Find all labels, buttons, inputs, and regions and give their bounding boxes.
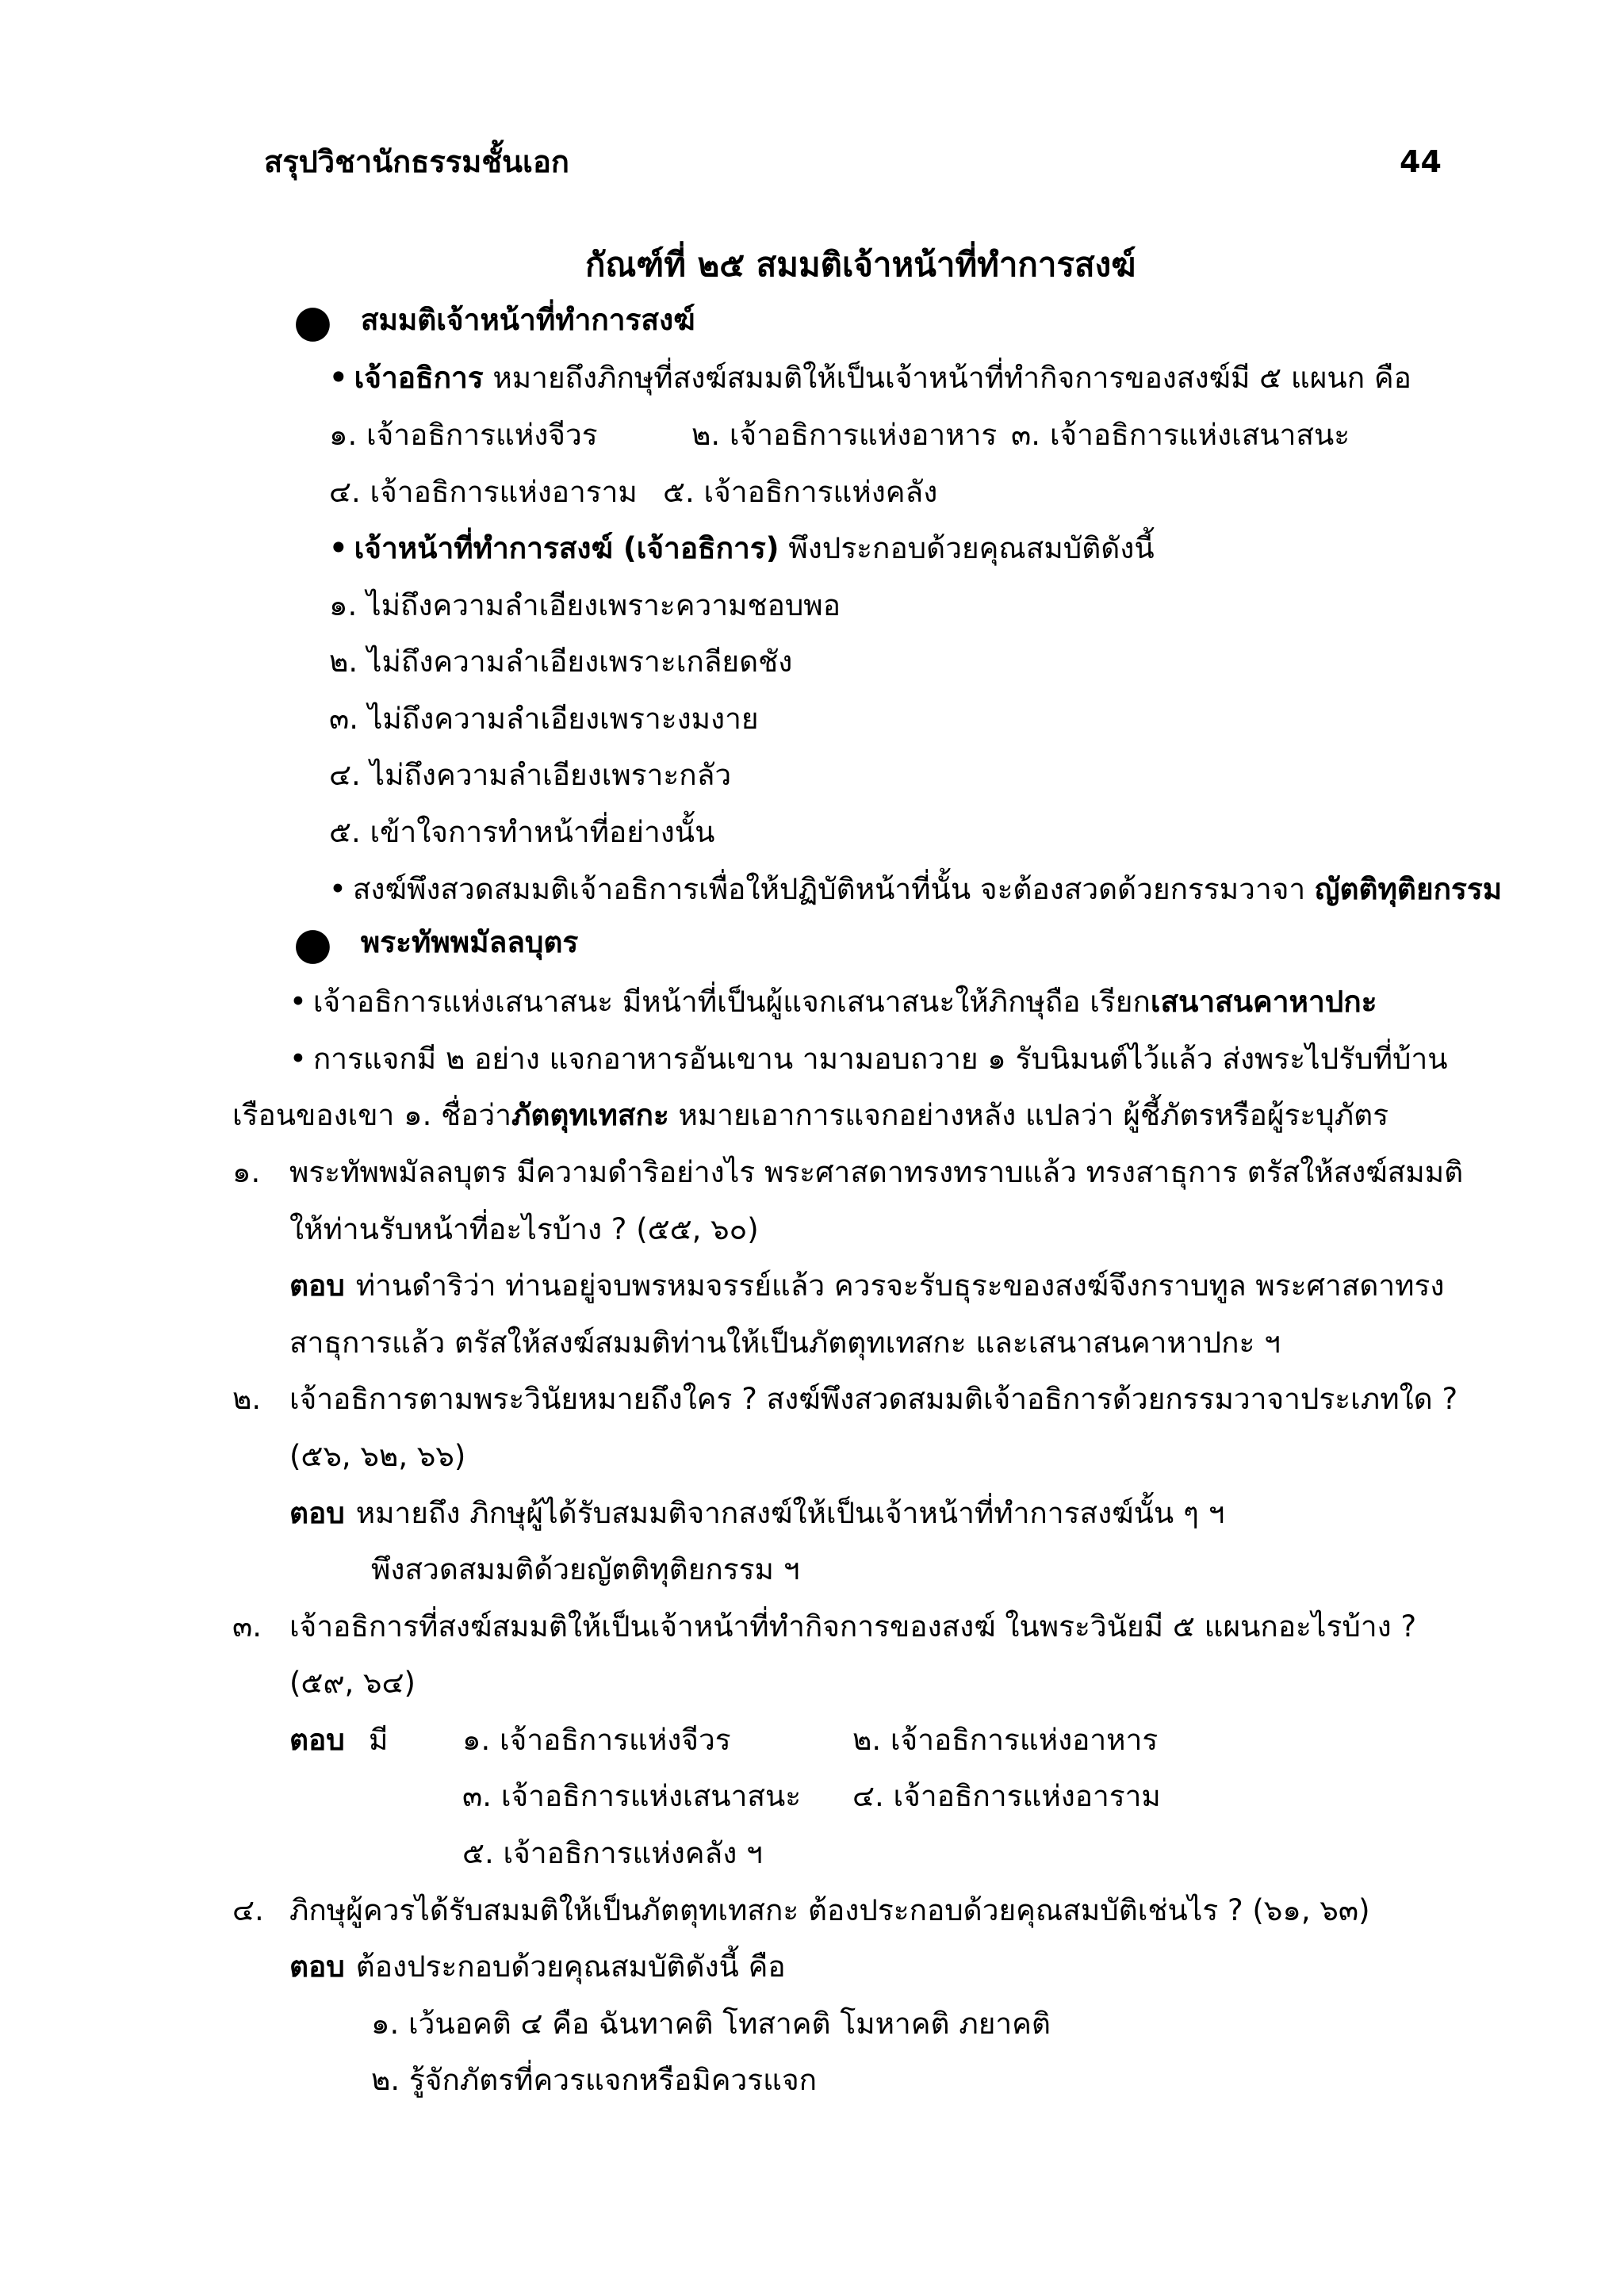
division-item: ๑. เจ้าอธิการแห่งจีวร [329, 418, 598, 452]
answer-text: พึงสวดสมมติด้วยญัตติทุติยกรรม ฯ [371, 1552, 800, 1586]
qualification-item: ๑. ไม่ถึงความลำเอียงเพราะความชอบพอ [329, 588, 841, 622]
question-text: ภิกษุผู้ควรได้รับสมมติให้เป็นภัตตุทเทสกะ ต้องประกอบด้วยคุณสมบัติเช่นไร ? (๖๑, ๖๓) [289, 1893, 1370, 1927]
bullet-icon: • [329, 361, 348, 395]
bullet-icon: ● [293, 295, 332, 347]
division-item: ๔. เจ้าอธิการแห่งอาราม [329, 475, 638, 509]
bullet-icon: • [289, 1042, 307, 1076]
question-number: ๑. [232, 1155, 261, 1189]
answer-line: ตอบ ท่านดำริว่า ท่านอยู่จบพรหมจรรย์แล้ว ควรจะรับธุระของสงฆ์จึงกราบทูล พระศาสดาทรง [289, 1269, 1445, 1303]
answer-label: ตอบ [289, 1496, 345, 1530]
definition-line: • เจ้าอธิการ หมายถึงภิกษุที่สงฆ์สมมติให้เป็นเจ้าหน้าที่ทำกิจการของสงฆ์มี ๕ แผนก คือ [329, 361, 1411, 395]
answer-text: สาธุการแล้ว ตรัสให้สงฆ์สมมติท่านให้เป็นภัตตุทเทสกะ และเสนาสนคาหาปกะ ฯ [289, 1326, 1281, 1360]
question-text: (๕๖, ๖๒, ๖๖) [289, 1439, 466, 1473]
division-item: ๒. เจ้าอธิการแห่งอาหาร [691, 418, 998, 452]
question-text: เจ้าอธิการตามพระวินัยหมายถึงใคร ? สงฆ์พึงสวดสมมติเจ้าอธิการด้วยกรรมวาจาประเภทใด ? [289, 1382, 1458, 1416]
answer-item: ๑. เจ้าอธิการแห่งจีวร [462, 1723, 731, 1757]
division-item: ๓. เจ้าอธิการแห่งเสนาสนะ [1011, 418, 1350, 452]
answer-line: ตอบ ต้องประกอบด้วยคุณสมบัติดังนี้ คือ [289, 1950, 786, 1984]
header-title: สรุปวิชานักธรรมชั้นเอก [264, 144, 569, 179]
section2-bullet-1: • เจ้าอธิการแห่งเสนาสนะ มีหน้าที่เป็นผู้แจกเสนาสนะให้ภิกษุถือ เรียกเสนาสนคาหาปกะ [289, 985, 1377, 1019]
question-text: พระทัพพมัลลบุตร มีความดำริอย่างไร พระศาสดาทรงทราบแล้ว ทรงสาธุการ ตรัสให้สงฆ์สมมติ [289, 1155, 1464, 1189]
section2-bullet-2-cont: เรือนของเขา ๑. ชื่อว่าภัตตุทเทสกะ หมายเอาการแจกอย่างหลัง แปลว่า ผู้ชี้ภัตรหรือผู้ระบุภัตร [232, 1098, 1389, 1132]
question-text: ให้ท่านรับหน้าที่อะไรบ้าง ? (๕๕, ๖๐) [289, 1212, 759, 1246]
question-text: (๕๙, ๖๔) [289, 1666, 416, 1700]
page-number: 44 [1400, 144, 1442, 179]
answer-label: ตอบ [289, 1269, 345, 1303]
question-number: ๒. [232, 1382, 262, 1416]
qualification-item: ๕. เข้าใจการทำหน้าที่อย่างนั้น [329, 815, 715, 849]
answer-label: ตอบ [289, 1723, 345, 1757]
chapter-title: กัณฑ์ที่ ๒๕ สมมติเจ้าหน้าที่ทำการสงฆ์ [585, 245, 1136, 284]
bullet-icon: • [289, 985, 307, 1019]
bullet-icon: • [329, 872, 347, 906]
chanting-note: • สงฆ์พึงสวดสมมติเจ้าอธิการเพื่อให้ปฏิบัติหน้าที่นั้น จะต้องสวดด้วยกรรมวาจา ญัตติทุติยกรรม [329, 872, 1503, 906]
answer-item: ๕. เจ้าอธิการแห่งคลัง ฯ [462, 1836, 763, 1870]
answer-item: ๓. เจ้าอธิการแห่งเสนาสนะ [462, 1779, 802, 1813]
section1-heading: ● สมมติเจ้าหน้าที่ทำการสงฆ์ [293, 295, 695, 347]
question-text: เจ้าอธิการที่สงฆ์สมมติให้เป็นเจ้าหน้าที่ทำกิจการของสงฆ์ ในพระวินัยมี ๕ แผนกอะไรบ้าง ? [289, 1609, 1417, 1644]
question-number: ๔. [232, 1893, 264, 1927]
qualification-item: ๒. ไม่ถึงความลำเอียงเพราะเกลียดชัง [329, 645, 793, 679]
bullet-icon: ● [293, 917, 332, 970]
bullet-icon: • [329, 531, 348, 565]
answer-item: ๒. เจ้าอธิการแห่งอาหาร [852, 1723, 1159, 1757]
qualification-item: ๔. ไม่ถึงความลำเอียงเพราะกลัว [329, 758, 732, 792]
answer-item: ๑. เว้นอคติ ๔ คือ ฉันทาคติ โทสาคติ โมหาคติ ภยาคติ [371, 2007, 1051, 2041]
qualification-item: ๓. ไม่ถึงความลำเอียงเพราะงมงาย [329, 702, 759, 736]
answer-prefix: มี [369, 1723, 389, 1757]
answer-item: ๔. เจ้าอธิการแห่งอาราม [852, 1779, 1161, 1813]
section2-bullet-2: • การแจกมี ๒ อย่าง แจกอาหารอันเขาน ามามอบถวาย ๑ รับนิมนต์ไว้แล้ว ส่งพระไปรับที่บ้าน [289, 1042, 1448, 1076]
qualification-line: • เจ้าหน้าที่ทำการสงฆ์ (เจ้าอธิการ) พึงประกอบด้วยคุณสมบัติดังนี้ [329, 531, 1155, 565]
division-item: ๕. เจ้าอธิการแห่งคลัง [663, 475, 938, 509]
answer-item: ๒. รู้จักภัตรที่ควรแจกหรือมิควรแจก [371, 2063, 818, 2097]
question-number: ๓. [232, 1609, 262, 1644]
answer-line: ตอบ หมายถึง ภิกษุผู้ได้รับสมมติจากสงฆ์ให้เป็นเจ้าหน้าที่ทำการสงฆ์นั้น ๆ ฯ [289, 1496, 1225, 1530]
answer-label: ตอบ [289, 1950, 345, 1984]
section2-heading: ● พระทัพพมัลลบุตร [293, 917, 579, 970]
